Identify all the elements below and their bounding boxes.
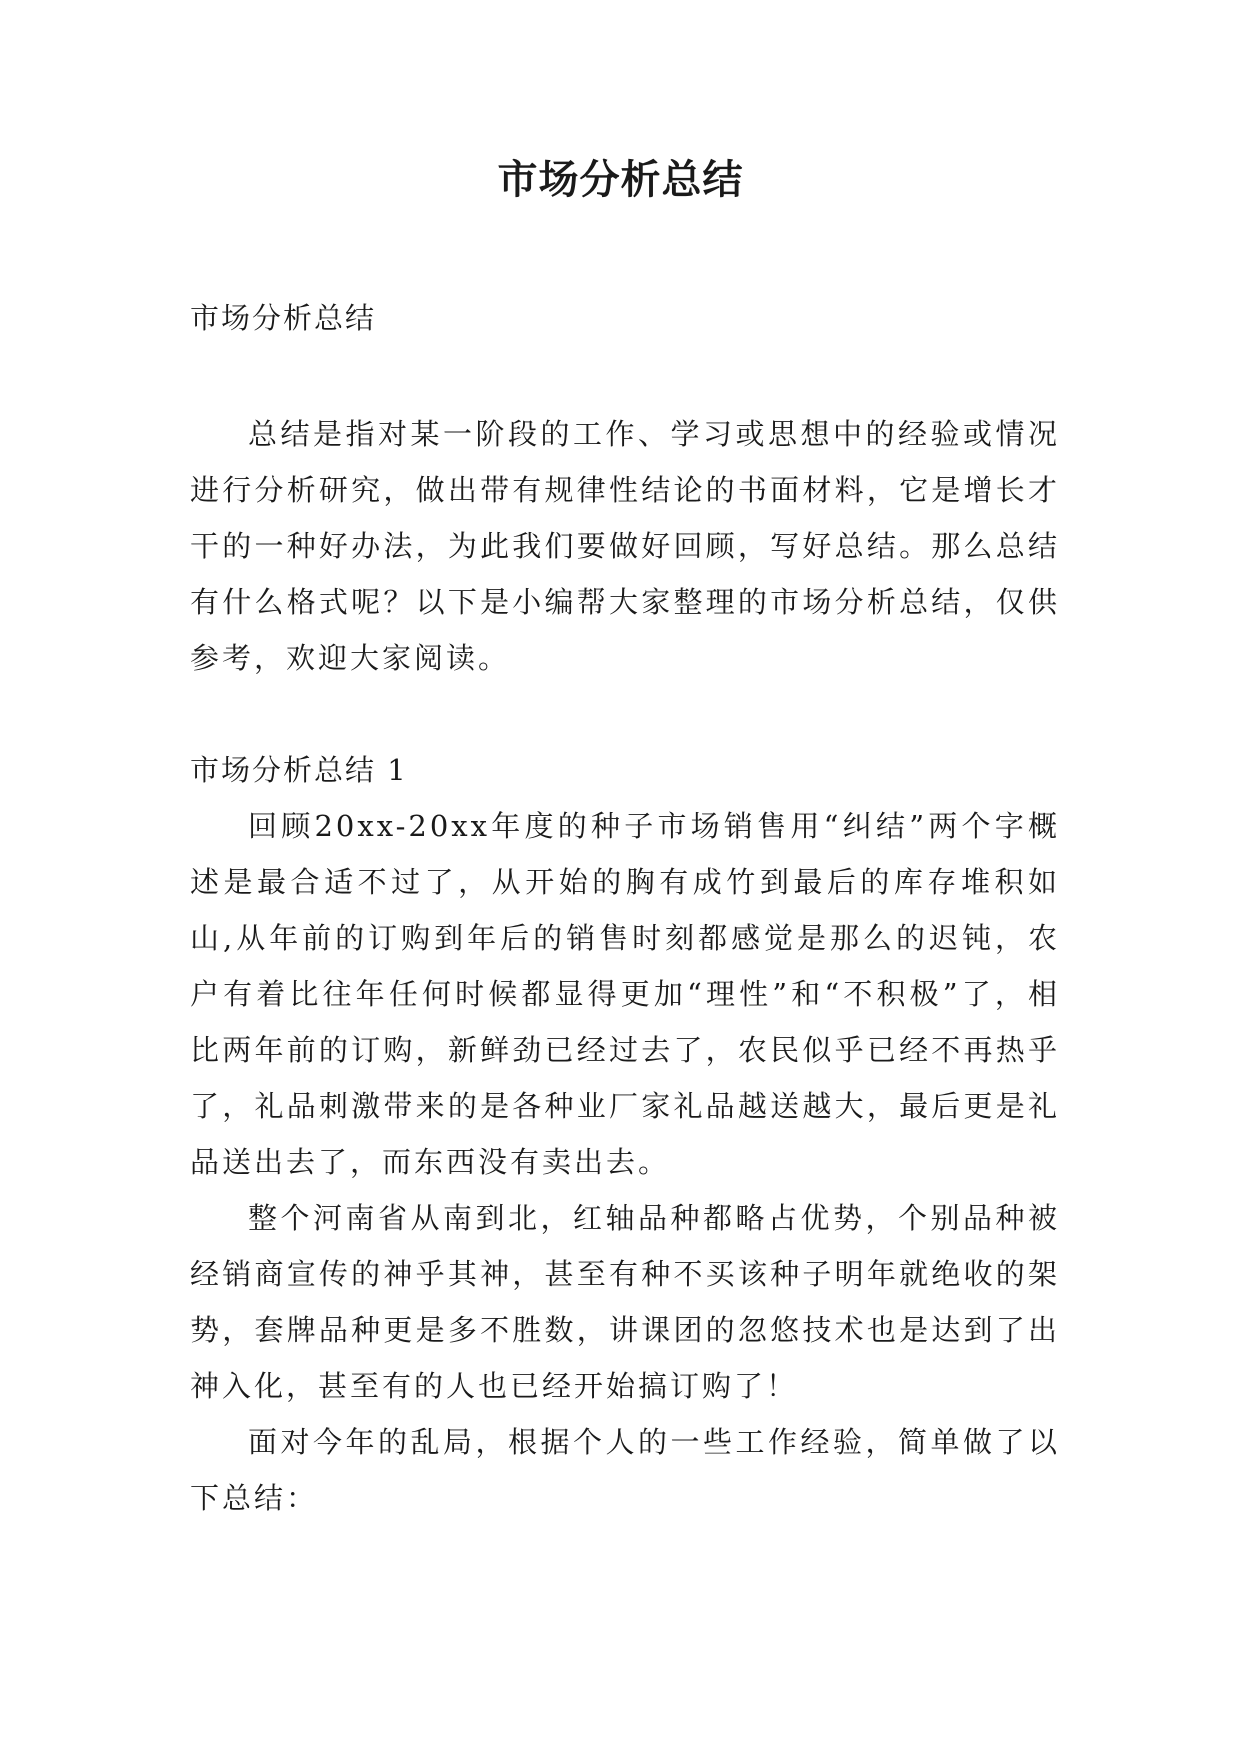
section-1-paragraph-1: 回顾20xx-20xx年度的种子市场销售用“纠结”两个字概述是最合适不过了，从开始的胸有成竹到最后的库存堆积如山,从年前的订购到年后的销售时刻都感觉是那么的迟钝，农户有着比往年任何时候都显得更加“理性”和“不积极”了，相比两年前的订购，新鲜劲已经过去了，农民似乎已经不再热乎了，礼品刺激带来的是各种业厂家礼品越送越大，最后更是礼品送出去了，而东西没有卖出去。 bbox=[190, 809, 1060, 1179]
document-body bbox=[190, 290, 1060, 1526]
document-title: 市场分析总结 bbox=[497, 156, 744, 203]
section-1-paragraph-2: 整个河南省从南到北，红轴品种都略占优势，个别品种被经销商宣传的神乎其神，甚至有种不买该种子明年就绝收的架势，套牌品种更是多不胜数，讲课团的忽悠技术也是达到了出神入化，甚至有的人也已经开始搞订购了！ bbox=[190, 1201, 1060, 1403]
intro-paragraph: 总结是指对某一阶段的工作、学习或思想中的经验或情况进行分析研究，做出带有规律性结论的书面材料，它是增长才干的一种好办法，为此我们要做好回顾，写好总结。那么总结有什么格式呢？以下是小编帮大家整理的市场分析总结，仅供参考，欢迎大家阅读。 bbox=[190, 417, 1060, 675]
section-1-heading: 市场分析总结 1 bbox=[190, 753, 408, 787]
section-1-paragraph-3: 面对今年的乱局，根据个人的一些工作经验，简单做了以下总结： bbox=[190, 1425, 1060, 1515]
document-subtitle: 市场分析总结 bbox=[190, 301, 377, 335]
